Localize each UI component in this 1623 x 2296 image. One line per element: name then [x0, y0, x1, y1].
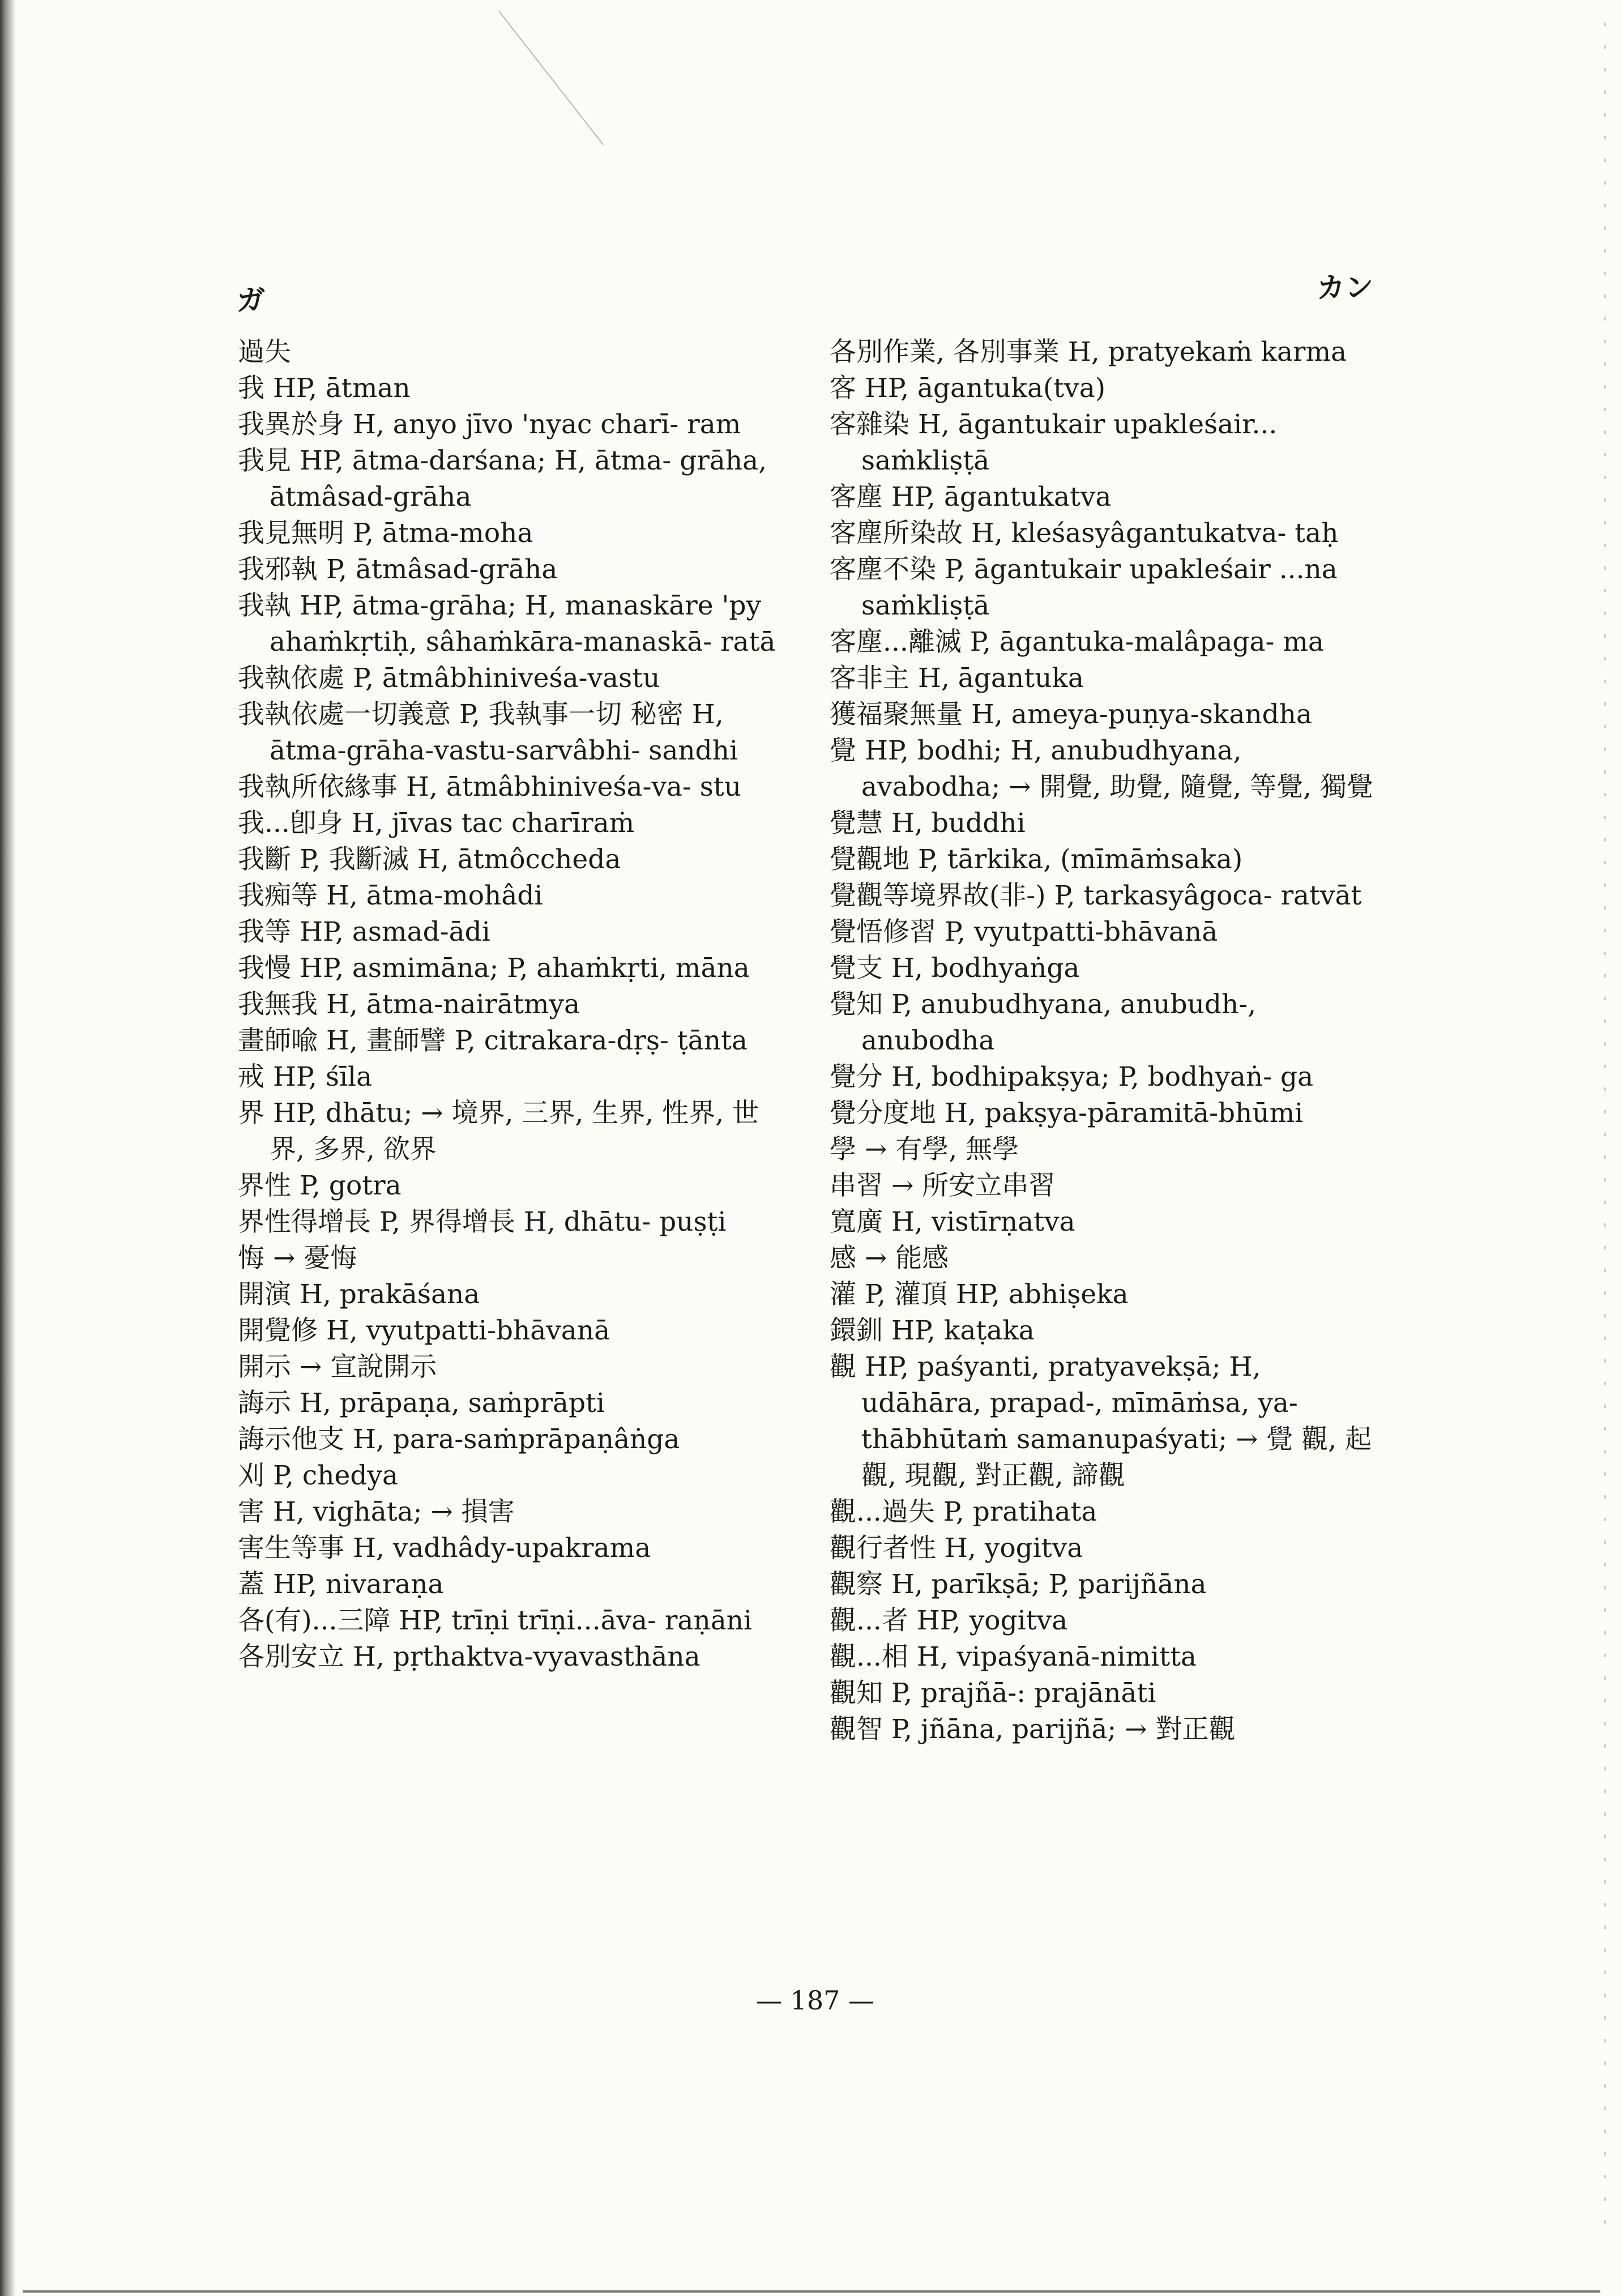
dictionary-entry: 我見 HP, ātma-darśana; H, ātma- grāha, ātmâsad-grāha: [238, 445, 767, 513]
dictionary-entry: 觀察 H, parīkṣā; P, parijñāna: [830, 1569, 1207, 1600]
dictionary-entry: 獲福聚無量 H, ameya-puṇya-skandha: [830, 699, 1313, 730]
dictionary-entry: 觀智 P, jñāna, parijñā; → 對正觀: [830, 1714, 1236, 1745]
dictionary-entry: 各別安立 H, pṛthaktva-vyavasthāna: [238, 1641, 701, 1672]
dictionary-entry: 客塵所染故 H, kleśasyâgantukatva- taḥ: [830, 518, 1339, 549]
dictionary-entry: 我執所依緣事 H, ātmâbhiniveśa-va- stu: [238, 771, 742, 803]
dictionary-entry: 誨示他支 H, para-saṁprāpaṇâṅga: [238, 1424, 680, 1455]
scan-fold-mark: [498, 11, 604, 146]
dictionary-entry: 害 H, vighāta; → 損害: [238, 1496, 515, 1527]
dictionary-entry: 覺慧 H, buddhi: [830, 808, 1026, 839]
dictionary-entry: 串習 → 所安立串習: [830, 1170, 1056, 1201]
dictionary-entry: 我痴等 H, ātma-mohâdi: [238, 880, 543, 911]
page-number: — 187 —: [756, 1985, 875, 2016]
dictionary-entry: 客 HP, āgantuka(tva): [830, 373, 1106, 404]
dictionary-entry: 客非主 H, āgantuka: [830, 663, 1084, 694]
dictionary-entry: 覺 HP, bodhi; H, anubudhyana, avabodha; → 開覺, 助覺, 隨覺, 等覺, 獨覺: [830, 735, 1373, 803]
dictionary-entry: 覺分 H, bodhipakṣya; P, bodhyaṅ- ga: [830, 1061, 1314, 1092]
dictionary-entry: 觀...者 HP, yogitva: [830, 1605, 1068, 1636]
dictionary-entry: 開演 H, prakāśana: [238, 1279, 480, 1310]
dictionary-entry: 各別作業, 各別事業 H, pratyekaṁ karma: [830, 336, 1347, 368]
dictionary-entry: 學 → 有學, 無學: [830, 1134, 1019, 1165]
dictionary-entry: 我等 HP, asmad-ādi: [238, 916, 490, 948]
dictionary-entry: 覺支 H, bodhyaṅga: [830, 953, 1080, 984]
dictionary-entry: 觀行者性 H, yogitva: [830, 1533, 1083, 1564]
dictionary-entry: 我見無明 P, ātma-moha: [238, 518, 533, 549]
dictionary-entry: 我執 HP, ātma-grāha; H, manaskāre 'py ahaṁkṛtiḥ, sâhaṁkāra-manaskā- ratā: [238, 590, 776, 658]
left-column: [238, 334, 793, 1675]
dictionary-entry: 各(有)...三障 HP, trīṇi trīṇi...āva- raṇāni: [238, 1605, 753, 1636]
dictionary-entry: 觀...相 H, vipaśyanā-nimitta: [830, 1641, 1197, 1672]
dictionary-entry: 鐶釧 HP, kaṭaka: [830, 1315, 1035, 1346]
dictionary-entry: 畫師喩 H, 畫師譬 P, citrakara-dṛṣ- ṭānta: [238, 1025, 748, 1056]
dictionary-entry: 灌 P, 灌頂 HP, abhiṣeka: [830, 1279, 1129, 1310]
dictionary-entry: 覺分度地 H, pakṣya-pāramitā-bhūmi: [830, 1098, 1304, 1129]
dictionary-entry: 開覺修 H, vyutpatti-bhāvanā: [238, 1315, 610, 1346]
dictionary-entry: 過失: [238, 336, 291, 368]
dictionary-entry: 觀...過失 P, pratihata: [830, 1496, 1097, 1527]
dictionary-entry: 蓋 HP, nivaraṇa: [238, 1569, 444, 1600]
dictionary-entry: 我執依處一切義意 P, 我執事一切 秘密 H, ātma-grāha-vastu-sarvâbhi- sandhi: [238, 699, 738, 766]
dictionary-entry: 客塵 HP, āgantukatva: [830, 481, 1112, 513]
dictionary-entry: 我 HP, ātman: [238, 373, 411, 404]
dictionary-entry: 感 → 能感: [830, 1243, 949, 1274]
header-left-kana: ガ: [237, 283, 265, 317]
dictionary-entry: 覺觀地 P, tārkika, (mīmāṁsaka): [830, 844, 1243, 875]
dictionary-entry: 界 HP, dhātu; → 境界, 三界, 生界, 性界, 世界, 多界, 欲界: [238, 1098, 759, 1165]
dictionary-entry: 戒 HP, śīla: [238, 1061, 373, 1092]
right-column: [830, 334, 1385, 1748]
dictionary-entry: 界性 P, gotra: [238, 1170, 402, 1201]
dictionary-entry: 我執依處 P, ātmâbhiniveśa-vastu: [238, 663, 660, 694]
dictionary-entry: 覺悟修習 P, vyutpatti-bhāvanā: [830, 916, 1218, 948]
dictionary-entry: 我異於身 H, anyo jīvo 'nyac charī- ram: [238, 409, 741, 440]
dictionary-entry: 刈 P, chedya: [238, 1460, 398, 1491]
dictionary-entry: 開示 → 宣說開示: [238, 1351, 437, 1382]
dictionary-entry: 我斷 P, 我斷滅 H, ātmôccheda: [238, 844, 621, 875]
dictionary-entry: 觀知 P, prajñā-: prajānāti: [830, 1678, 1156, 1709]
dictionary-entry: 我慢 HP, asmimāna; P, ahaṁkṛti, māna: [238, 953, 750, 984]
dictionary-entry: 客塵...離滅 P, āgantuka-malâpaga- ma: [830, 626, 1324, 658]
dictionary-entry: 我邪執 P, ātmâsad-grāha: [238, 554, 558, 585]
header-right-kana: カン: [1317, 271, 1373, 304]
scan-edge-shadow: [0, 0, 16, 2296]
dictionary-entry: 客雜染 H, āgantukair upakleśair... saṁkliṣṭā: [830, 409, 1278, 476]
scan-right-edge-dots: [1604, 23, 1606, 2231]
dictionary-entry: 悔 → 憂悔: [238, 1243, 357, 1274]
dictionary-entry: 寬廣 H, vistīrṇatva: [830, 1206, 1075, 1237]
dictionary-entry: 覺知 P, anubudhyana, anubudh-, anubodha: [830, 989, 1257, 1056]
dictionary-entry: 我...卽身 H, jīvas tac charīraṁ: [238, 808, 635, 839]
dictionary-entry: 誨示 H, prāpaṇa, saṁprāpti: [238, 1388, 605, 1419]
dictionary-entry: 我無我 H, ātma-nairātmya: [238, 989, 580, 1020]
dictionary-entry: 觀 HP, paśyanti, pratyavekṣā; H, udāhāra, prapad-, mīmāṁsa, ya- thābhūtaṁ samanupaśyati; → 覺 觀, 起觀, 現觀, 對正觀, 諦觀: [830, 1351, 1372, 1491]
dictionary-entry: 界性得增長 P, 界得增長 H, dhātu- puṣṭi: [238, 1206, 727, 1237]
dictionary-entry: 害生等事 H, vadhâdy-upakrama: [238, 1533, 651, 1564]
dictionary-entry: 客塵不染 P, āgantukair upakleśair ...na saṁkliṣṭā: [830, 554, 1338, 621]
dictionary-entry: 覺觀等境界故(非-) P, tarkasyâgoca- ratvāt: [830, 880, 1362, 911]
scan-bottom-edge: [23, 2290, 1600, 2293]
